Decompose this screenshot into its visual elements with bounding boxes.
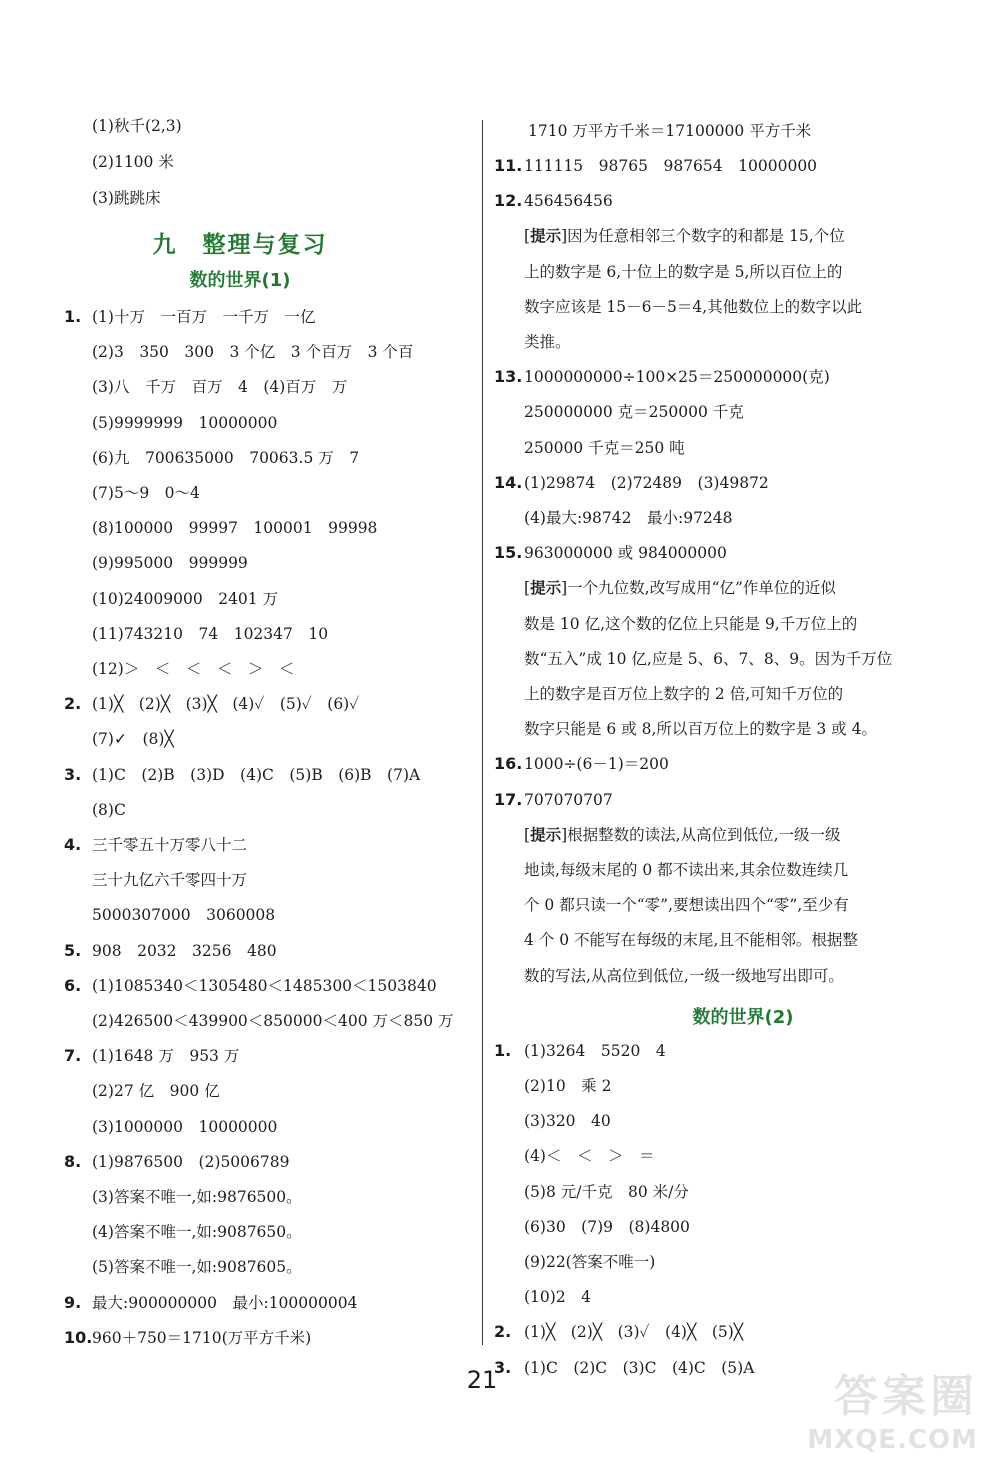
answer-line: (1)秋千(2,3) [92, 117, 182, 135]
question-number: 14. [494, 472, 523, 492]
answer-line: (4)＜ ＜ ＞ ＝ [524, 1147, 655, 1166]
answer-line: 5000307000 3060008 [92, 906, 276, 925]
question-number: 17. [494, 789, 523, 809]
question-number: 15. [494, 543, 523, 563]
watermark-url: MXQE.COM [807, 1425, 978, 1455]
answer-line: (2)10 乘 2 [524, 1077, 612, 1095]
tip-line: 数的写法,从高位到低位,一级一级地写出即可。 [524, 966, 844, 985]
answer-line: (1)29874 (2)72489 (3)49872 [524, 473, 769, 492]
answer-line: (8)100000 99997 100001 99998 [92, 519, 378, 538]
question-number: 3. [494, 1357, 512, 1377]
answer-line: (1)╳ (2)╳ (3)✓ (4)╳ (5)╳ [524, 1323, 744, 1342]
answer-line: (1)C (2)C (3)C (4)C (5)A [524, 1358, 755, 1377]
tip-line: 数字应该是 15－6－5＝4,其他数位上的数字以此 [524, 297, 863, 316]
answer-line: (10)24009000 2401 万 [92, 589, 279, 608]
tip-bracket-close: ] [561, 579, 568, 598]
question-number: 11. [494, 156, 523, 175]
answer-line: (7)5～9 0～4 [92, 484, 200, 502]
answer-line: (7)✓ (8)╳ [92, 730, 174, 749]
question-number: 12. [494, 191, 523, 211]
answer-line: (1)C (2)B (3)D (4)C (5)B (6)B (7)A [92, 765, 421, 784]
answer-line: (3)1000000 10000000 [92, 1117, 278, 1136]
answer-line: (2)27 亿 900 亿 [92, 1082, 220, 1101]
answer-line: 707070707 [524, 790, 613, 809]
column-divider [482, 120, 483, 1345]
answer-line: (1)╳ (2)╳ (3)╳ (4)✓ (5)✓ (6)✓ [92, 695, 360, 714]
tip-line: 类推。 [524, 333, 571, 351]
answer-line: (3)跳跳床 [92, 189, 161, 207]
answer-line: (6)九 700635000 70063.5 万 7 [92, 448, 360, 467]
question-number: 2. [494, 1322, 512, 1342]
answer-line: (2)3 350 300 3 个亿 3 个百万 3 个百 [92, 343, 414, 362]
section-title-2: 数的世界(2) [692, 1006, 794, 1028]
question-number: 8. [64, 1151, 82, 1171]
answer-line: 250000000 克＝250000 千克 [524, 403, 744, 422]
answer-line: (2)1100 米 [92, 153, 174, 171]
answer-line: (3)320 40 [524, 1112, 611, 1131]
tip-line: 数“五入”成 10 亿,应是 5、6、7、8、9。因为千万位 [524, 649, 893, 668]
tip-line: 数是 10 亿,这个数的亿位上只能是 9,千万位上的 [524, 614, 858, 633]
answer-line: (1)1648 万 953 万 [92, 1047, 240, 1066]
tip-line: 上的数字是百万位上数字的 2 倍,可知千万位的 [524, 685, 844, 703]
answer-line: (1)9876500 (2)5006789 [92, 1152, 290, 1171]
answer-line: 456456456 [524, 192, 613, 211]
tip-bracket-close: ] [561, 227, 568, 246]
tip-label: 提示 [530, 227, 562, 246]
answer-line: 三十九亿六千零四十万 [92, 871, 248, 890]
answer-line: (1)1085340＜1305480＜1485300＜1503840 [92, 976, 437, 995]
answer-line: (8)C [92, 800, 126, 819]
section-title: 数的世界(1) [189, 270, 291, 291]
answer-line: 111115 98765 987654 10000000 [524, 157, 818, 175]
chapter-title: 九 整理与复习 [152, 232, 328, 258]
page-number: 21 [466, 1366, 498, 1394]
answer-line: (5)8 元/千克 80 米/分 [524, 1182, 689, 1201]
answer-line: (9)22(答案不唯一) [524, 1253, 656, 1271]
tip-bracket-open: [ [524, 825, 531, 844]
question-number: 16. [494, 754, 523, 774]
answer-line: (3)答案不唯一,如:9876500。 [92, 1188, 302, 1206]
answer-line: 最大:900000000 最小:100000004 [92, 1293, 358, 1312]
answer-line: (3)八 千万 百万 4 (4)百万 万 [92, 378, 348, 397]
tip-label: 提示 [530, 825, 562, 844]
answer-line: (9)995000 999999 [92, 554, 248, 573]
answer-line: 三千零五十万零八十二 [92, 836, 248, 854]
tip-bracket-open: [ [524, 579, 531, 598]
tip-line: 个 0 都只读一个“零”,要想读出四个“零”,至少有 [524, 896, 849, 915]
answer-line: 960＋750＝1710(万平方千米) [92, 1328, 312, 1347]
tip-label: 提示 [530, 579, 562, 598]
answer-line: (4)最大:98742 最小:97248 [524, 509, 733, 527]
question-number: 10. [64, 1327, 93, 1347]
question-number: 1. [64, 307, 82, 326]
answer-line: 1000÷(6－1)＝200 [524, 755, 669, 774]
tip-line: 4 个 0 不能写在每级的末尾,且不能相邻。根据整 [524, 931, 858, 950]
question-number: 3. [64, 764, 82, 784]
answer-line: (12)＞ ＜ ＜ ＜ ＞ ＜ [92, 660, 295, 678]
answer-line: (2)426500＜439900＜850000＜400 万＜850 万 [92, 1012, 454, 1030]
answer-line: 963000000 或 984000000 [524, 544, 727, 563]
question-number: 6. [64, 975, 82, 995]
answer-line: 250000 千克＝250 吨 [524, 438, 685, 457]
answer-line: (10)2 4 [524, 1288, 592, 1307]
question-number: 9. [64, 1292, 82, 1312]
answer-line: 908 2032 3256 480 [92, 941, 277, 960]
question-number: 13. [494, 367, 523, 387]
question-number: 7. [64, 1046, 82, 1066]
tip-line: 上的数字是 6,十位上的数字是 5,所以百位上的 [524, 262, 843, 281]
tip-line: 数字只能是 6 或 8,所以百万位上的数字是 3 或 4。 [524, 720, 877, 739]
answer-line: 1710 万平方千米＝17100000 平方千米 [528, 122, 812, 140]
question-number: 1. [494, 1040, 512, 1060]
answer-line: (6)30 (7)9 (8)4800 [524, 1217, 690, 1236]
tip-line: 地读,每级末尾的 0 都不读出来,其余位数连续几 [524, 861, 849, 879]
answer-line: (5)9999999 10000000 [92, 413, 278, 432]
answer-line: (4)答案不唯一,如:9087650。 [92, 1223, 302, 1242]
answer-line: (11)743210 74 102347 10 [92, 624, 329, 643]
answer-line: 1000000000÷100×25＝250000000(克) [524, 368, 830, 387]
tip-line [524, 578, 836, 598]
answer-line: (1)十万 一百万 一千万 一亿 [92, 308, 316, 326]
answer-line: (1)3264 5520 4 [524, 1041, 666, 1060]
tip-text: 一个九位数,改写成用“亿”作单位的近似 [567, 579, 836, 598]
question-number: 4. [64, 835, 82, 854]
tip-text: 根据整数的读法,从高位到低位,一级一级 [567, 825, 841, 844]
question-number: 2. [64, 694, 82, 714]
watermark-title: 答案圈 [834, 1371, 978, 1422]
tip-text: 因为任意相邻三个数字的和都是 15,个位 [567, 227, 845, 246]
watermark-logo [768, 1360, 978, 1455]
tip-bracket-close: ] [561, 825, 568, 844]
tip-bracket-open: [ [524, 227, 531, 246]
question-number: 5. [64, 940, 82, 960]
answer-line: (5)答案不唯一,如:9087605。 [92, 1258, 302, 1277]
tip-line [524, 226, 845, 246]
tip-line [524, 825, 841, 845]
